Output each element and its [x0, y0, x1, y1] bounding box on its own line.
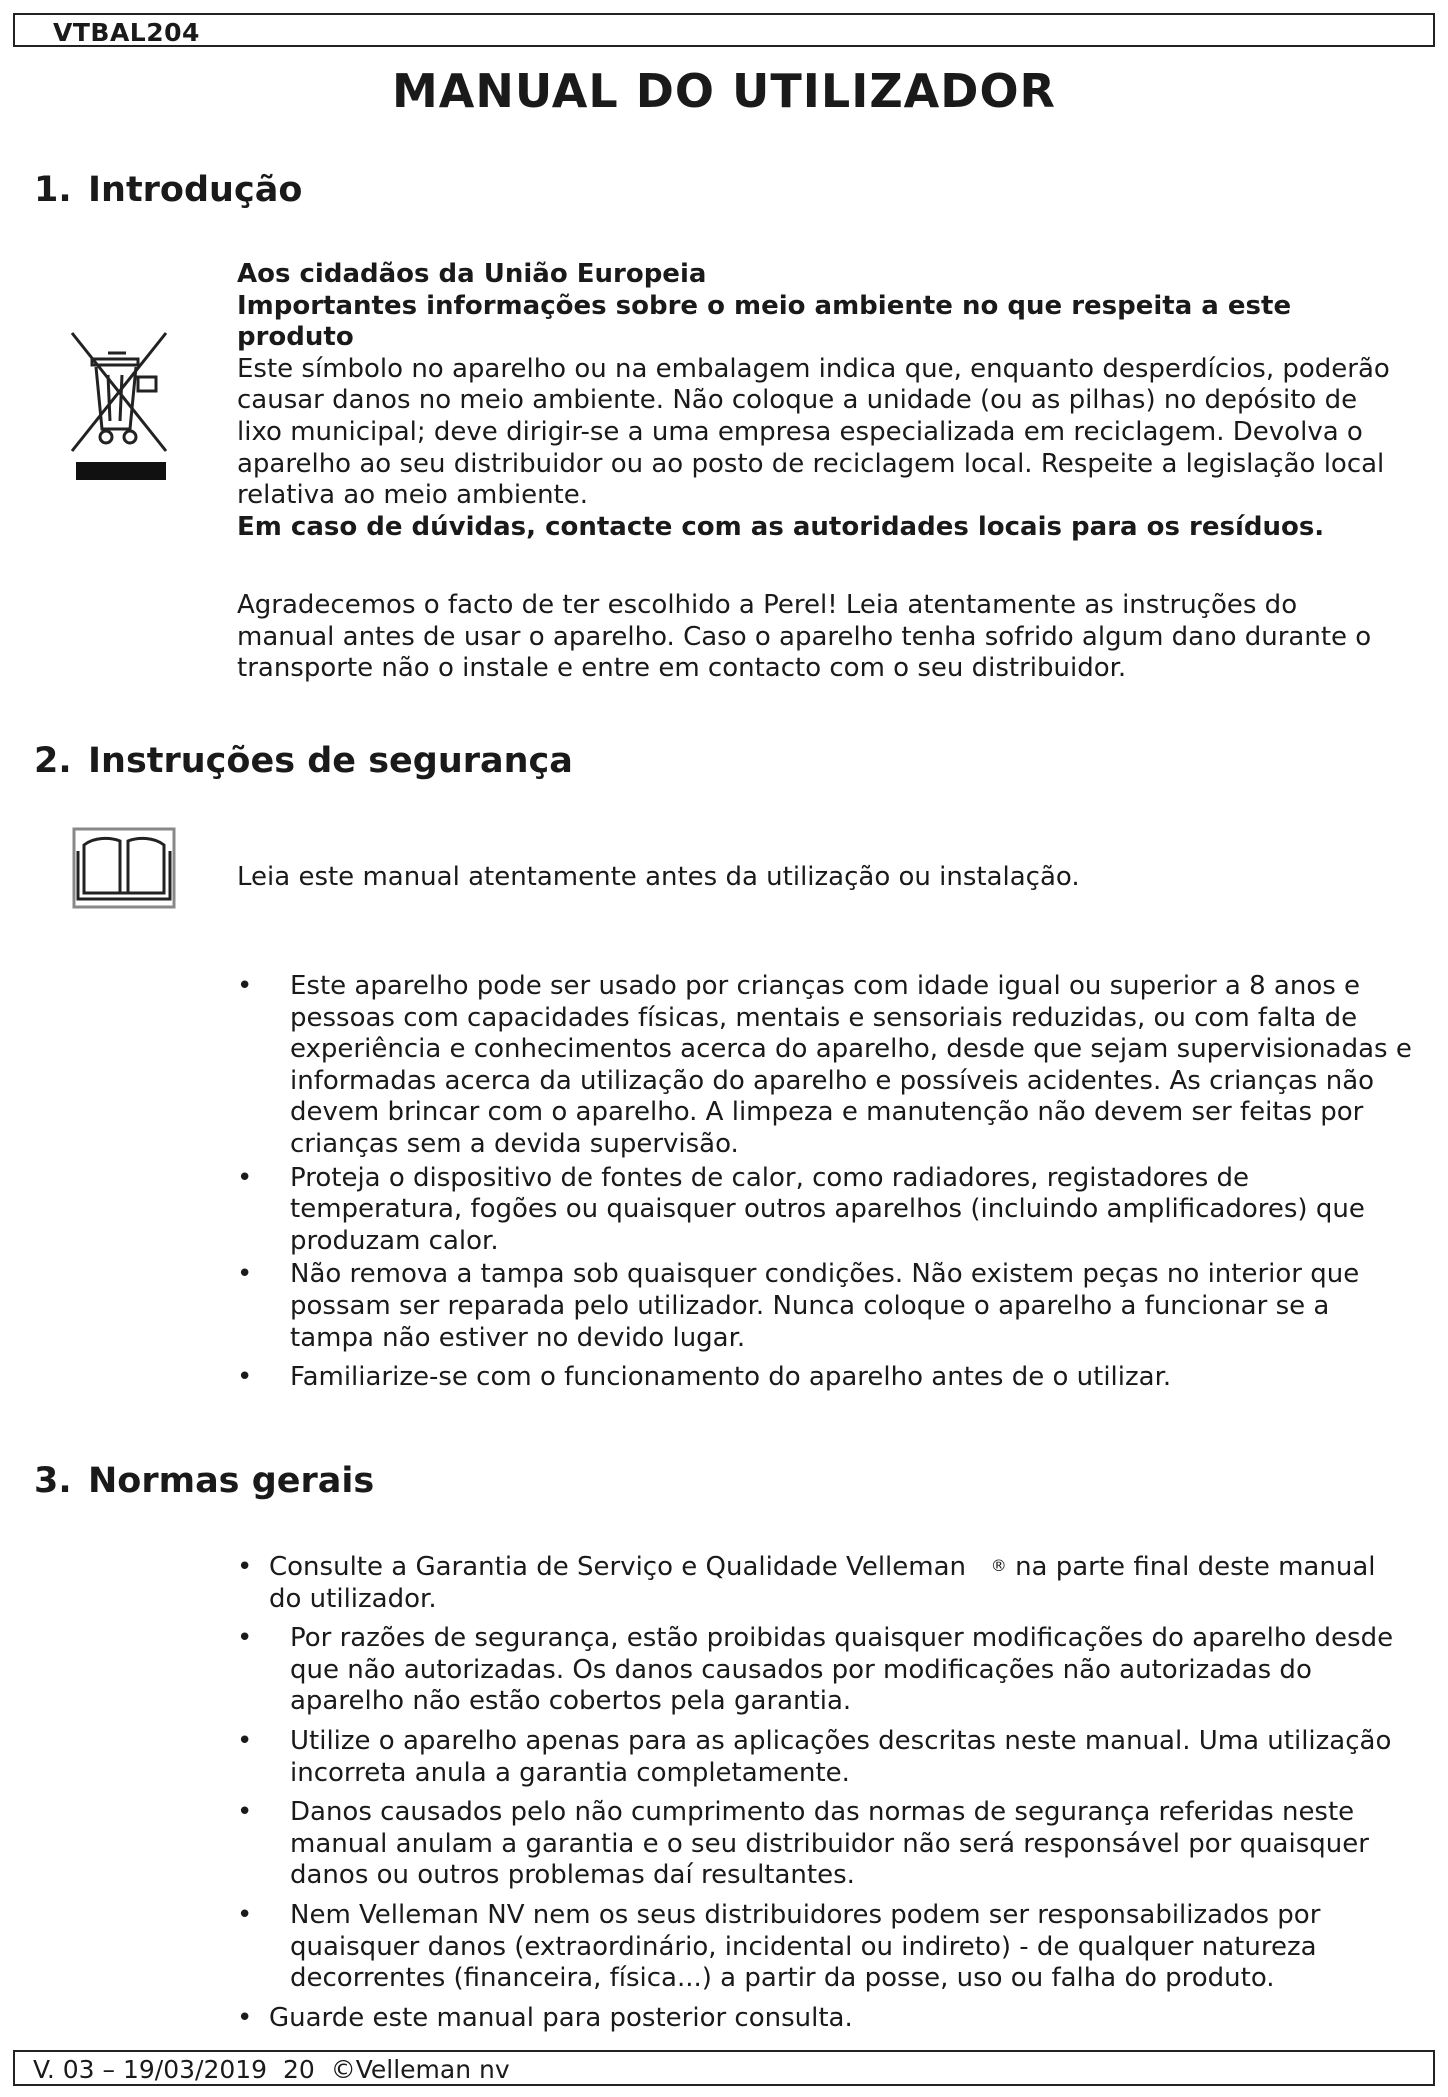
eu-notice — [237, 259, 1397, 543]
list-item: • Danos causados pelo não cumprimento das normas de segurança referidas neste manual anulam a garantia e o seu distribuidor não será responsável por quaisquer danos ou outros problemas daí resultantes. — [237, 1797, 1412, 1892]
section-number: 2. — [34, 741, 72, 781]
safety-instructions-list — [237, 971, 1412, 1394]
list-item: • Utilize o aparelho apenas para as aplicações descritas neste manual. Uma utilização incorreta anula a garantia completamente. — [237, 1726, 1412, 1789]
list-item: • Guarde este manual para posterior consulta. — [237, 2003, 1412, 2035]
eu-notice-title: Aos cidadãos da União Europeia — [237, 259, 707, 289]
document-title: MANUAL DO UTILIZADOR — [392, 64, 1056, 118]
eu-notice-body: Este símbolo no aparelho ou na embalagem indica que, enquanto desperdícios, poderão causar danos no meio ambiente. Não coloque a unidade (ou as pilhas) no depósito de lixo municipal; deve dirigir-se a uma empresa especializada em reciclagem. Devolva o aparelho ao seu distribuidor ou ao posto de reciclagem local. Respeite a legislação local relativa ao meio ambiente. — [237, 353, 1390, 511]
list-item: • Nem Velleman NV nem os seus distribuidores podem ser responsabilizados por quaisquer danos (extraordinário, incidental ou indireto) - de qualquer natureza decorrentes (financeira, física...) a partir da posse, uso ou falha do produto. — [237, 1900, 1412, 1995]
section-heading-safety — [34, 741, 573, 781]
list-item: • Por razões de segurança, estão proibidas quaisquer modificações do aparelho desde que não autorizadas. Os danos causados por modificações não autorizadas do aparelho não estão cobertos pela garantia. — [237, 1623, 1412, 1718]
section-title: Instruções de segurança — [88, 741, 573, 781]
eu-notice-subtitle: Importantes informações sobre o meio ambiente no que respeita a este produto — [237, 290, 1292, 353]
model-number: VTBAL204 — [53, 18, 200, 47]
section-title: Normas gerais — [88, 1461, 375, 1501]
read-manual-note — [237, 862, 1397, 894]
list-item: • Proteja o dispositivo de fontes de calor, como radiadores, registadores de temperatura, fogões ou quaisquer outros aparelhos (incluindo amplificadores) que produzam calor. — [237, 1163, 1412, 1258]
list-item: • Familiarize-se com o funcionamento do aparelho antes de o utilizar. — [237, 1362, 1412, 1394]
registered-mark: ® — [990, 1556, 1007, 1575]
footer-line — [33, 2055, 510, 2084]
page-header — [13, 13, 1435, 47]
warranty-text-after: na parte final deste manual do utilizador. — [269, 1552, 1376, 1614]
read-manual-book-icon — [72, 827, 176, 909]
general-rules-list — [237, 1552, 1412, 2034]
page-footer — [13, 2050, 1435, 2086]
eu-notice-note: Em caso de dúvidas, contacte com as autoridades locais para os resíduos. — [237, 511, 1325, 542]
section-number: 1. — [34, 170, 72, 210]
read-manual-text: Leia este manual atentamente antes da utilização ou instalação. — [237, 862, 1080, 892]
list-item-warranty — [237, 1552, 1412, 1615]
list-item: • Este aparelho pode ser usado por crianças com idade igual ou superior a 8 anos e pessoas com capacidades físicas, mentais e sensoriais reduzidas, ou com falta de experiência e conhecimentos acerca do aparelho, desde que sejam supervisionadas e informadas acerca da utilização do aparelho e possíveis acidentes. As crianças não devem brincar com o aparelho. A limpeza e manutenção não devem ser feitas por crianças sem a devida supervisão. — [237, 971, 1412, 1161]
section-number: 3. — [34, 1461, 72, 1501]
section-heading-intro — [34, 170, 302, 210]
thanks-paragraph — [237, 590, 1377, 685]
section-heading-general — [34, 1461, 374, 1501]
section-title: Introdução — [88, 170, 303, 210]
thanks-text: Agradecemos o facto de ter escolhido a Perel! Leia atentamente as instruções do manual antes de usar o aparelho. Caso o aparelho tenha sofrido algum dano durante o transporte não o instale e entre em contacto com o seu distribuidor. — [237, 590, 1372, 684]
warranty-text-before: Consulte a Garantia de Serviço e Qualidade Velleman — [269, 1552, 966, 1582]
footer-version: V. 03 – 19/03/2019 — [33, 2055, 268, 2084]
weee-bin-icon — [66, 325, 178, 482]
footer-copyright: ©Velleman nv — [330, 2055, 510, 2084]
list-item: • Não remova a tampa sob quaisquer condições. Não existem peças no interior que possam ser reparada pelo utilizador. Nunca coloque o aparelho a funcionar se a tampa não estiver no devido lugar. — [237, 1259, 1412, 1354]
footer-page-number: 20 — [282, 2055, 315, 2084]
